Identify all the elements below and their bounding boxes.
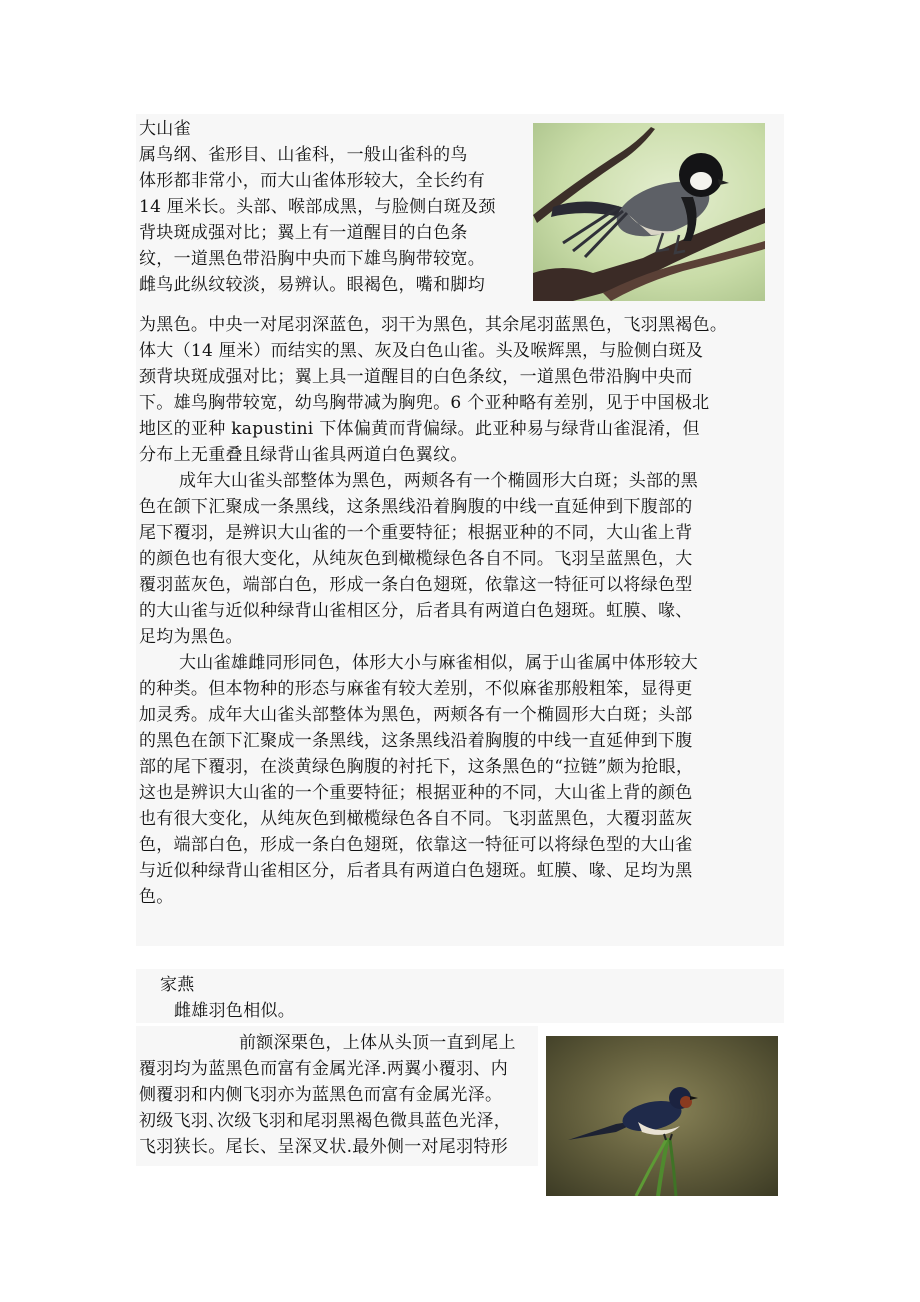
section1-title: 大山雀 bbox=[139, 119, 191, 139]
text-line: 尾下覆羽，是辨识大山雀的一个重要特征；根据亚种的不同，大山雀上背 bbox=[139, 523, 693, 543]
section2-body-text bbox=[139, 1030, 516, 1160]
text-line: 地区的亚种 kapustini 下体偏黄而背偏绿。此亚种易与绿背山雀混淆，但 bbox=[139, 419, 700, 439]
text-line: 属鸟纲、雀形目、山雀科，一般山雀科的鸟 bbox=[139, 145, 468, 165]
text-line: 色在颌下汇聚成一条黑线，这条黑线沿着胸腹的中线一直延伸到下腹部的 bbox=[139, 497, 693, 517]
text-line: 的黑色在颌下汇聚成一条黑线，这条黑线沿着胸腹的中线一直延伸到下腹 bbox=[139, 731, 693, 751]
text-line: 的大山雀与近似种绿背山雀相区分，后者具有两道白色翅斑。虹膜、喙、 bbox=[139, 601, 693, 621]
text-line: 背块斑成强对比；翼上有一道醒目的白色条 bbox=[139, 223, 468, 243]
text-line: 的颜色也有很大变化，从纯灰色到橄榄绿色各自不同。飞羽呈蓝黑色，大 bbox=[139, 549, 693, 569]
text-line: 体形都非常小，而大山雀体形较大，全长约有 bbox=[139, 171, 485, 191]
section2-subtitle: 雌雄羽色相似。 bbox=[174, 1001, 296, 1021]
text-line: 为黑色。中央一对尾羽深蓝色，羽干为黑色，其余尾羽蓝黑色，飞羽黑褐色。 bbox=[139, 315, 728, 335]
section1-body-text bbox=[139, 312, 783, 910]
text-line: 前额深栗色，上体从头顶一直到尾上 bbox=[239, 1033, 516, 1053]
great-tit-photo bbox=[533, 123, 765, 301]
swallow-photo bbox=[546, 1036, 778, 1196]
text-line: 色，端部白色，形成一条白色翅斑，依靠这一特征可以将绿色型的大山雀 bbox=[139, 835, 693, 855]
text-line: 这也是辨识大山雀的一个重要特征；根据亚种的不同，大山雀上背的颜色 bbox=[139, 783, 693, 803]
text-line: 体大（14 厘米）而结实的黑、灰及白色山雀。头及喉辉黑，与脸侧白斑及 bbox=[139, 341, 704, 361]
text-line: 纹，一道黑色带沿胸中央而下雄鸟胸带较宽。 bbox=[139, 249, 485, 269]
text-line: 也有很大变化，从纯灰色到橄榄绿色各自不同。飞羽蓝黑色，大覆羽蓝灰 bbox=[139, 809, 693, 829]
text-line: 足均为黑色。 bbox=[139, 627, 243, 647]
text-line: 飞羽狭长。尾长、呈深叉状.最外侧一对尾羽特形 bbox=[139, 1137, 509, 1157]
section1-intro-text bbox=[139, 142, 496, 298]
text-line: 覆羽均为蓝黑色而富有金属光泽.两翼小覆羽、内 bbox=[139, 1059, 509, 1079]
text-line: 初级飞羽､次级飞羽和尾羽黑褐色微具蓝色光泽， bbox=[139, 1111, 512, 1131]
text-line: 加灵秀。成年大山雀头部整体为黑色，两颊各有一个椭圆形大白斑；头部 bbox=[139, 705, 693, 725]
text-line: 与近似种绿背山雀相区分，后者具有两道白色翅斑。虹膜、喙、足均为黑 bbox=[139, 861, 693, 881]
text-line: 部的尾下覆羽，在淡黄绿色胸腹的衬托下，这条黑色的“拉链”颇为抢眼， bbox=[139, 757, 694, 777]
text-line: 颈背块斑成强对比；翼上具一道醒目的白色条纹，一道黑色带沿胸中央而 bbox=[139, 367, 693, 387]
text-line: 雌鸟此纵纹较淡，易辨认。眼褐色，嘴和脚均 bbox=[139, 275, 485, 295]
text-line: 成年大山雀头部整体为黑色，两颊各有一个椭圆形大白斑；头部的黑 bbox=[179, 471, 698, 491]
text-line: 大山雀雄雌同形同色，体形大小与麻雀相似，属于山雀属中体形较大 bbox=[179, 653, 698, 673]
text-line: 分布上无重叠且绿背山雀具两道白色翼纹。 bbox=[139, 445, 468, 465]
text-line: 下。雄鸟胸带较宽，幼鸟胸带减为胸兜。6 个亚种略有差别，见于中国极北 bbox=[139, 393, 710, 413]
text-line: 14 厘米长。头部、喉部成黑，与脸侧白斑及颈 bbox=[139, 197, 496, 217]
section2-title: 家燕 bbox=[160, 975, 195, 995]
text-line: 的种类。但本物种的形态与麻雀有较大差别，不似麻雀那般粗笨，显得更 bbox=[139, 679, 693, 699]
text-line: 色。 bbox=[139, 887, 174, 907]
text-line: 侧覆羽和内侧飞羽亦为蓝黑色而富有金属光泽。 bbox=[139, 1085, 503, 1105]
text-line: 覆羽蓝灰色，端部白色，形成一条白色翅斑，依靠这一特征可以将绿色型 bbox=[139, 575, 693, 595]
